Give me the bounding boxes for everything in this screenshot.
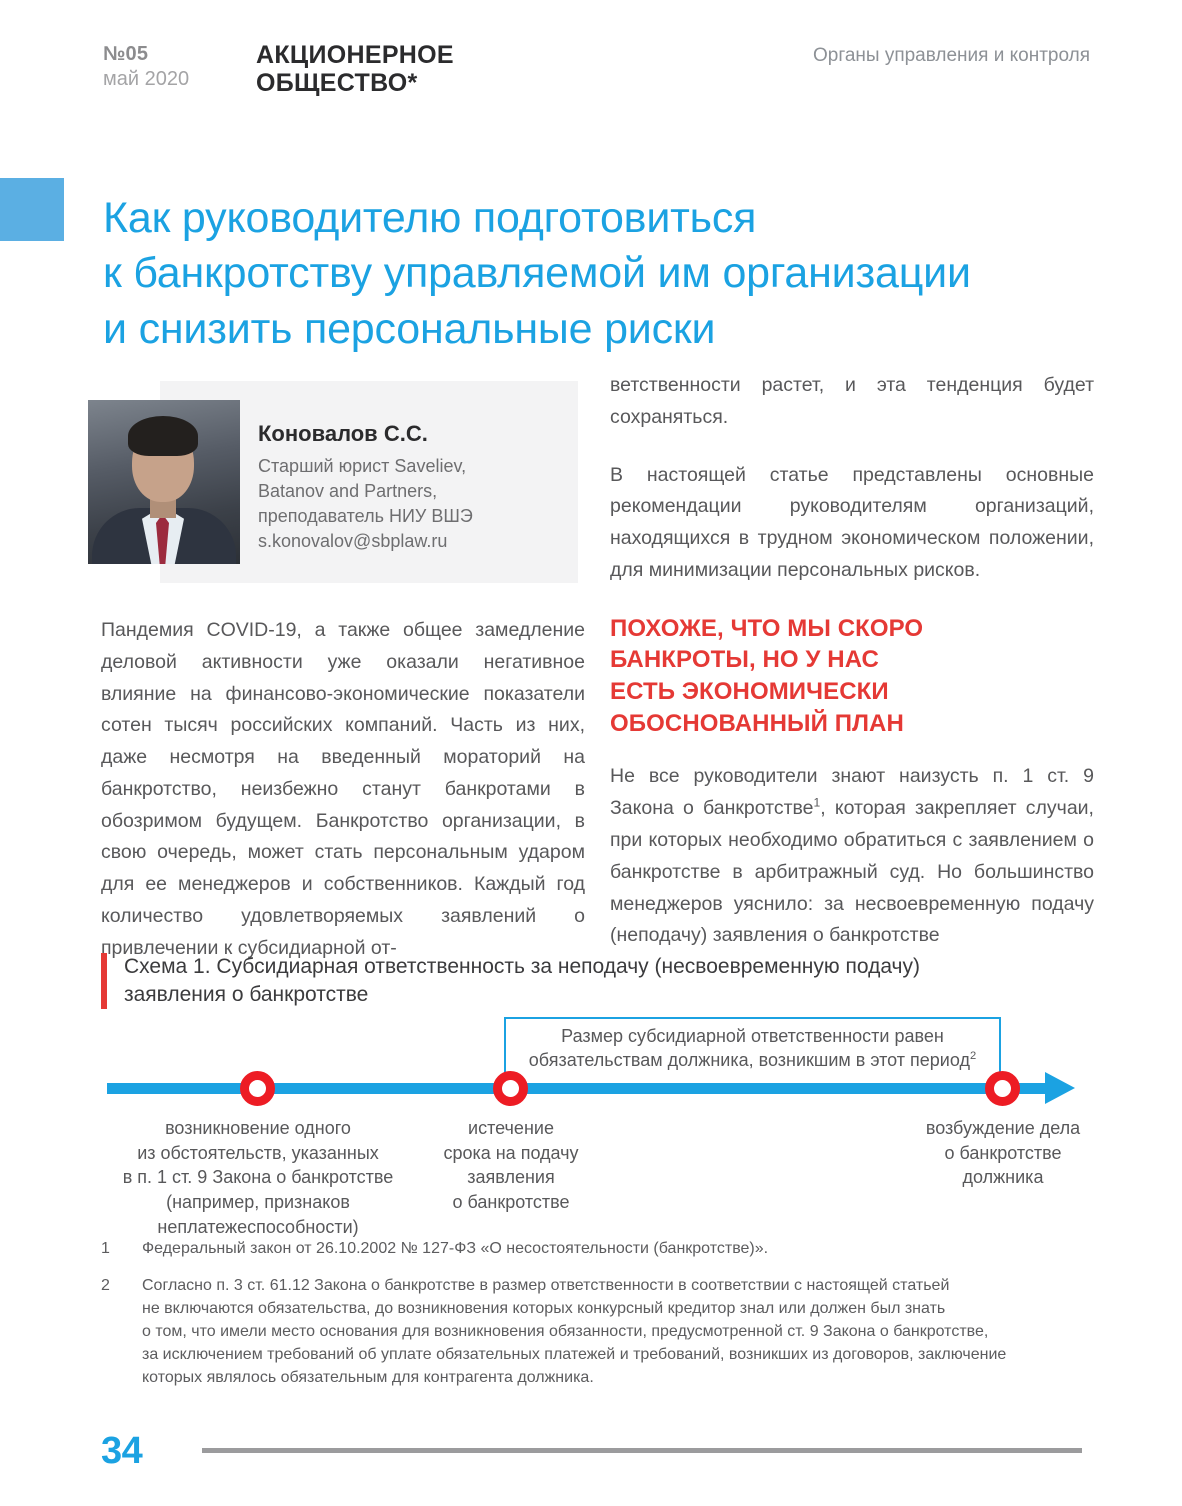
footnote-2-line-1: Согласно п. 3 ст. 61.12 Закона о банкротстве в размер ответственности в соответствии с настоящей статьей	[142, 1277, 950, 1295]
paragraph-left-1: Пандемия COVID-19, а также общее замедление деловой активности уже оказали негативное влияние на финансово-экономические показатели сотен тысяч российских компаний. Часть из них, даже несмотря на введенный мораторий на банкротство, неизбежно станут банкротами в обозримом будущем. Банкротство организации, в свою очередь, может стать персональным ударом для ее менеджеров и собственников. Каждый год количество удовлетворяемых заявлений о привлечении к субсидиарной от-	[101, 619, 585, 959]
timeline-node-1-label	[117, 1116, 399, 1239]
title-line-3: и снизить персональные риски	[103, 304, 716, 353]
paragraph-right-3-part-2: , которая закрепляет случаи, при которых необходимо обратиться с заявлением о банкротстве в арбитражный суд. Но большинство менеджеров уяснило: за несвоевременную подачу (неподачу) заявления о банкротстве	[610, 797, 1094, 947]
footnote-2-line-3: о том, что имели место основания для возникновения обязанности, предусмотренной ст. 9 Закона о банкротстве,	[142, 1323, 989, 1341]
node-1-line-5: неплатежеспособности)	[157, 1216, 359, 1237]
node-3-line-2: о банкротстве	[944, 1142, 1062, 1163]
footnote-item	[101, 1274, 1081, 1389]
period-bracket-box	[504, 1017, 1001, 1079]
period-bracket-line-2-text: обязательствам должника, возникшим в этот период	[528, 1050, 970, 1070]
footer-divider	[202, 1448, 1082, 1453]
node-1-line-3: в п. 1 ст. 9 Закона о банкротстве	[122, 1167, 394, 1188]
author-meta	[258, 454, 558, 554]
timeline-node-2	[493, 1071, 528, 1106]
timeline-node-3-label	[893, 1116, 1113, 1190]
author-email[interactable]: s.konovalov@sbplaw.ru	[258, 531, 448, 552]
timeline-arrow-icon	[1045, 1072, 1075, 1104]
timeline-node-2-label	[431, 1116, 591, 1215]
title-line-2: к банкротству управляемой им организации	[103, 249, 971, 298]
author-photo	[88, 400, 240, 564]
node-2-line-4: о банкротстве	[452, 1191, 570, 1212]
section-heading-line-4: ОБОСНОВАННЫЙ ПЛАН	[610, 709, 904, 737]
footnote-item	[101, 1237, 1081, 1260]
footnotes-list	[101, 1237, 1081, 1403]
author-meta-line-1: Старший юрист Saveliev,	[258, 456, 467, 476]
node-1-line-1: возникновение одного	[165, 1118, 351, 1138]
section-heading-line-2: БАНКРОТЫ, НО У НАС	[610, 646, 879, 674]
section-heading	[610, 613, 1094, 740]
timeline-node-3	[985, 1071, 1020, 1106]
footnote-marker-2[interactable]: 2	[969, 1050, 977, 1062]
footnote-number: 2	[101, 1277, 110, 1295]
author-name: Коновалов С.С.	[258, 421, 428, 446]
rubric-label: Органы управления и контроля	[812, 45, 1090, 66]
issue-block	[103, 42, 189, 92]
node-1-line-4: (например, признаков	[166, 1191, 350, 1212]
timeline-diagram	[101, 1010, 1081, 1237]
masthead	[0, 0, 1182, 120]
issue-date: май 2020	[103, 68, 190, 90]
body-column-left	[101, 615, 585, 965]
paragraph-right-2: В настоящей статье представлены основные рекомендации руководителям организаций, находящихся в трудном экономическом положении, для минимизации персональных рисков.	[610, 463, 1094, 581]
title-accent-swatch	[0, 178, 64, 241]
node-3-line-3: должника	[962, 1167, 1044, 1188]
period-bracket-text	[506, 1025, 999, 1073]
node-2-line-3: заявления	[467, 1167, 555, 1188]
timeline-node-1	[240, 1071, 275, 1106]
paragraph-right-3-part-1: Не все руководители знают наизусть п. 1 ст. 9 Закона о банкротстве	[610, 765, 1094, 820]
scheme-caption-line-2: заявления о банкротстве	[124, 982, 369, 1006]
logo-line-1: АКЦИОНЕРНОЕ	[256, 41, 454, 69]
avatar-hair	[128, 416, 198, 456]
author-meta-line-2: Batanov and Partners,	[258, 481, 438, 502]
author-meta-line-3: преподаватель НИУ ВШЭ	[258, 506, 473, 527]
section-heading-line-3: ЕСТЬ ЭКОНОМИЧЕСКИ	[610, 678, 889, 706]
scheme-caption	[101, 953, 1001, 1009]
paragraph-right-3	[610, 761, 1094, 952]
footnote-2-line-2: не включаются обязательства, до возникновения которых конкурсный кредитор знал или должен был знать	[142, 1300, 946, 1318]
footnote-text	[142, 1274, 1006, 1389]
issue-number: №05	[103, 43, 149, 65]
scheme-caption-line-1: Схема 1. Субсидиарная ответственность за неподачу (несвоевременную подачу)	[124, 955, 920, 978]
node-3-line-1: возбуждение дела	[925, 1118, 1081, 1138]
period-bracket-line-1: Размер субсидиарной ответственности равен	[561, 1026, 944, 1047]
footnote-1-line-1: Федеральный закон от 26.10.2002 № 127-ФЗ «О несостоятельности (банкротстве)».	[142, 1240, 769, 1257]
footnote-text	[142, 1237, 768, 1260]
node-2-line-2: срока на подачу	[443, 1142, 579, 1163]
body-column-right	[610, 370, 1094, 952]
page-title	[103, 191, 1103, 357]
footnote-2-line-4: за исключением требований об уплате обязательных платежей и требований, возникших из договоров, заключение	[142, 1346, 1007, 1364]
logo-line-2: ОБЩЕСТВО*	[256, 69, 418, 97]
title-line-1: Как руководителю подготовиться	[103, 193, 757, 242]
footnote-marker-1[interactable]: 1	[813, 795, 821, 810]
node-2-line-1: истечение	[468, 1118, 554, 1138]
node-1-line-2: из обстоятельств, указанных	[137, 1142, 379, 1163]
period-bracket-line-2	[529, 1050, 976, 1070]
page-number: 34	[101, 1430, 143, 1472]
paragraph-right-1: ветственности растет, и эта тенденция будет сохраняться.	[610, 374, 1094, 428]
footnote-number: 1	[101, 1240, 110, 1257]
publication-logo	[256, 41, 454, 97]
footnote-2-line-5: которых являлось обязательным для контрагента должника.	[142, 1369, 594, 1387]
section-heading-line-1: ПОХОЖЕ, ЧТО МЫ СКОРО	[610, 614, 924, 642]
